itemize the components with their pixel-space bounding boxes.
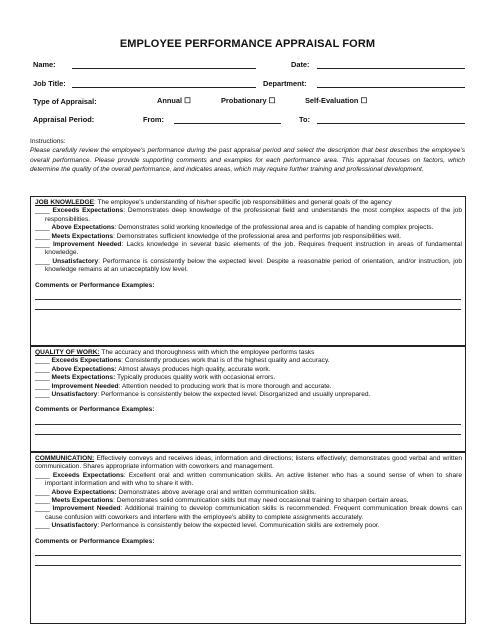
comment-line[interactable]	[35, 425, 461, 435]
rating-text: : Attention needed to producing work that is more thorough and accurate.	[118, 382, 332, 390]
section-quality-of-work	[30, 346, 466, 452]
section-description: : The employee's understanding of his/her specific job responsibilities and general goals of the agency	[93, 199, 392, 206]
section-description: Effectively conveys and receives ideas, information and directions; listens effectively; demonstrates good verbal and written communication. Shares appropriate information with coworkers and management.	[35, 455, 462, 471]
rating-text: : Additional training to develop communication skills is recommended. Frequent communication break downs can cause confusion with coworkers and interfere with the employee's ability to complete assignments accurately.	[45, 505, 462, 521]
rating-label: Meets Expectations	[51, 232, 114, 240]
rating-label: Above Expectations:	[51, 365, 117, 373]
instructions-heading: Instructions:	[30, 138, 66, 145]
rating-label: Improvement Needed	[51, 382, 119, 390]
form-title: EMPLOYEE PERFORMANCE APPRAISAL FORM	[119, 38, 376, 50]
comments-label: Comments or Performance Examples:	[35, 406, 155, 414]
rating-blank[interactable]: ____	[35, 232, 50, 240]
rating-text: : Demonstrates sufficient knowledge of the professional area and performs job responsibilities well.	[113, 232, 402, 240]
department-label: Department:	[263, 79, 307, 88]
comment-line[interactable]	[35, 556, 461, 566]
rating-blank[interactable]: ____	[35, 374, 50, 382]
rating-blank[interactable]: ____	[35, 391, 50, 399]
annual-checkbox[interactable]: Annual ☐	[157, 96, 191, 105]
job-title-label: Job Title:	[33, 79, 66, 88]
to-label: To:	[299, 115, 310, 124]
comments-label: Comments or Performance Examples:	[35, 281, 155, 289]
section-description: The accuracy and thoroughness with which the employee performs tasks	[99, 349, 315, 356]
section-heading: QUALITY OF WORK:	[35, 349, 100, 356]
name-input[interactable]	[72, 68, 256, 69]
rating-text: Demonstrates above average oral and written communication skills.	[116, 488, 317, 496]
rating-text: : Demonstrates solid working knowledge of the professional area and is capable of handing complex projects.	[114, 224, 434, 232]
date-input[interactable]	[317, 68, 465, 69]
comment-line[interactable]	[35, 300, 461, 310]
rating-blank[interactable]: ____	[35, 357, 50, 365]
rating-blank[interactable]: ____	[35, 497, 50, 505]
rating-label: Exceeds Expectations	[52, 471, 124, 479]
section-heading: COMMUNICATION:	[35, 455, 95, 462]
rating-label: Improvement Needed	[52, 505, 121, 513]
rating-text: Typically produces quality work with occasional errors.	[115, 374, 276, 382]
from-input[interactable]	[174, 123, 281, 124]
rating-label: Improvement Needed	[52, 241, 122, 249]
rating-blank[interactable]: ____	[35, 224, 50, 232]
rating-text: Almost always produces high quality, accurate work.	[116, 365, 271, 373]
section-communication	[30, 452, 466, 624]
appraisal-period-label: Appraisal Period:	[33, 115, 95, 124]
rating-label: Above Expectations	[51, 224, 115, 232]
rating-blank[interactable]: ____	[35, 207, 50, 215]
appraisal-type-label: Type of Appraisal:	[33, 97, 97, 106]
from-label: From:	[143, 115, 164, 124]
rating-text: : Lacks knowledge in several basic elements of the job. Requires frequent instruction in areas of fundamental knowledge.	[45, 241, 462, 257]
probationary-checkbox[interactable]: Probationary ☐	[221, 96, 276, 105]
section-heading: JOB KNOWLEDGE	[35, 199, 94, 206]
rating-text: : Performance is consistently below the expected level. Despite a reasonable period of orientation, and/or instruction, job knowledge remains at an unacceptably low level.	[45, 257, 462, 274]
self-evaluation-checkbox[interactable]: Self-Evaluation ☐	[305, 96, 368, 105]
to-input[interactable]	[317, 123, 465, 124]
rating-text: : Demonstrates deep knowledge of the professional field and understands the most complex aspects of the job responsibilities.	[45, 207, 462, 223]
rating-text: : Consistently produces work that is of the highest quality and accuracy.	[121, 357, 330, 365]
rating-label: Unsatisfactory	[51, 522, 98, 530]
rating-text: : Demonstrates solid communication skills but may need occasional training to sharpen certain areas.	[113, 497, 409, 505]
rating-blank[interactable]: ____	[35, 382, 50, 390]
job-title-input[interactable]	[72, 87, 256, 88]
rating-blank[interactable]: ____	[35, 471, 50, 479]
rating-blank[interactable]: ____	[35, 365, 50, 373]
date-label: Date:	[291, 60, 310, 69]
rating-text: : Excellent oral and written communication skills. An active listener who has a sound sense of when to share important information and with who to share it with.	[45, 471, 462, 488]
rating-label: Above Expectations:	[51, 488, 117, 496]
name-label: Name:	[33, 60, 56, 69]
rating-text: : Performance is consistently below the expected level. Disorganized and usually unprepared.	[97, 391, 371, 399]
rating-label: Unsatisfactory	[52, 257, 99, 265]
comment-line[interactable]	[35, 546, 461, 556]
rating-text: : Performance is consistently below the expected level. Communication skills are extremely poor.	[97, 522, 380, 530]
rating-label: Meets Expectations	[51, 497, 114, 505]
instructions-text: Please carefully review the employee's performance during the past appraisal period and select the description that best describes the employee's overall performance. Please provide supporting comments and examples for each performance area. This appraisal focuses on factors, which determine the quality of the overall performance, and indicates areas, which may require further training and professional development.	[30, 147, 465, 173]
rating-label: Exceeds Expectations	[52, 207, 124, 215]
department-input[interactable]	[317, 87, 465, 88]
rating-blank[interactable]: ____	[35, 257, 50, 265]
rating-label: Unsatisfactory	[51, 391, 98, 399]
rating-blank[interactable]: ____	[35, 505, 50, 513]
section-job-knowledge	[30, 196, 466, 346]
comment-line[interactable]	[35, 415, 461, 425]
rating-blank[interactable]: ____	[35, 241, 50, 249]
instructions	[30, 137, 465, 174]
comment-line[interactable]	[35, 290, 461, 300]
rating-label: Meets Expectations:	[51, 374, 116, 382]
comments-label: Comments or Performance Examples:	[35, 537, 155, 545]
rating-blank[interactable]: ____	[35, 488, 50, 496]
rating-label: Exceeds Expectations	[51, 357, 122, 365]
rating-blank[interactable]: ____	[35, 522, 50, 530]
